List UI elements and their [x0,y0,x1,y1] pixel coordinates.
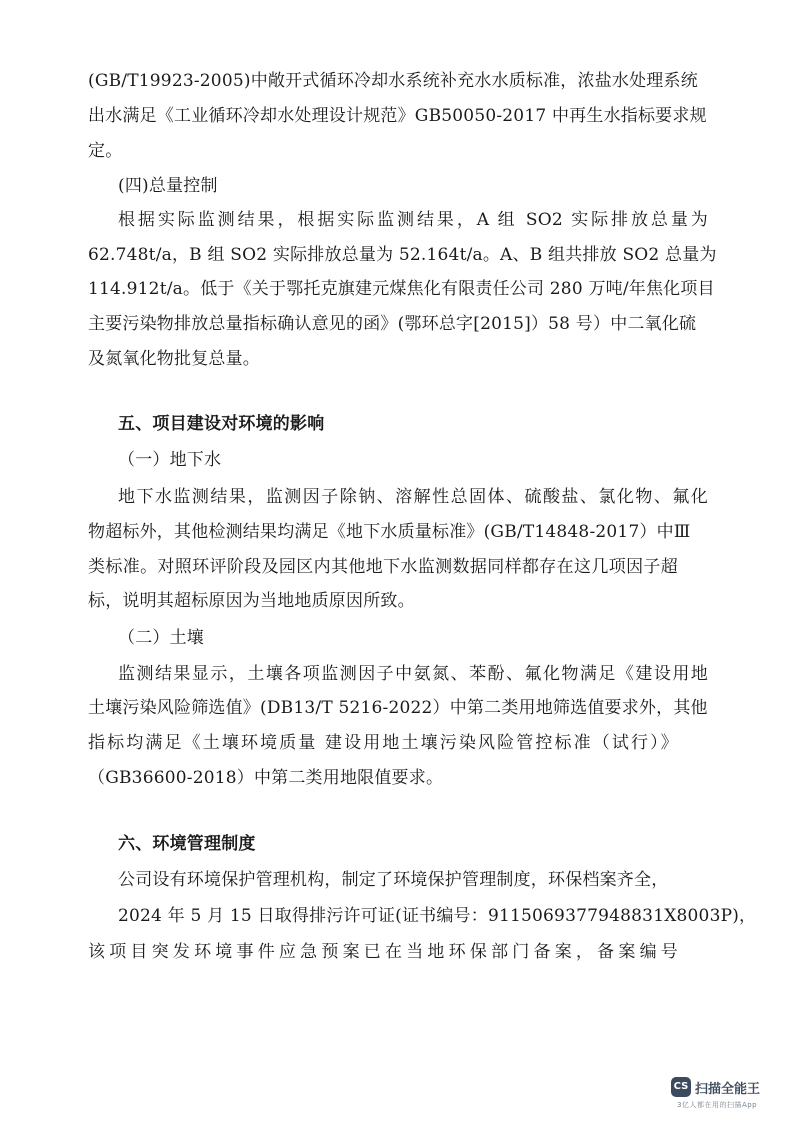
paragraph-line: 类标准。对照环评阶段及园区内其他地下水监测数据同样都存在这几项因子超 [88,557,678,577]
watermark-app-name: 扫描全能王 [695,1082,761,1097]
section-subheading: （二）土壤 [118,628,204,648]
paragraph-line: 监测结果显示，土壤各项监测因子中氨氮、苯酚、氟化物满足《建设用地 [118,664,708,684]
scanner-watermark [671,1073,779,1113]
paragraph-line: 根据实际监测结果，根据实际监测结果，A 组 SO2 实际排放总量为 [118,210,708,230]
paragraph-line: 62.748t/a，B 组 SO2 实际排放总量为 52.164t/a。A、B 组共排放 SO2 总量为 [88,245,717,265]
section-subheading: (四)总量控制 [118,176,218,196]
paragraph-line: 主要污染物排放总量指标确认意见的函》(鄂环总字[2015]）58 号）中二氧化硫 [88,314,697,334]
paragraph-line: (GB/T19923-2005)中敞开式循环冷却水系统补充水水质标准，浓盐水处理系统 [88,71,698,91]
paragraph-line: 及氮氧化物批复总量。 [88,349,260,369]
paragraph-line: 公司设有环境保护管理机构，制定了环境保护管理制度，环保档案齐全， [118,870,669,890]
paragraph-line: 地下水监测结果，监测因子除钠、溶解性总固体、硫酸盐、氯化物、氟化 [118,487,708,507]
paragraph-line: 2024 年 5 月 15 日取得排污许可证(证书编号：9115069377948831X8003P)， [118,906,757,926]
paragraph-line: 标，说明其超标原因为当地地质原因所致。 [88,591,415,611]
paragraph-line: 该项目突发环境事件应急预案已在当地环保部门备案，备案编号 [88,942,678,962]
watermark-tagline: 3亿人都在用的扫描App [677,1101,758,1109]
paragraph-line: 出水满足《工业循环冷却水处理设计规范》GB50050-2017 中再生水指标要求规 [88,106,707,126]
paragraph-line: 物超标外，其他检测结果均满足《地下水质量标准》(GB/T14848-2017）中Ⅲ [88,522,691,542]
section-subheading: （一）地下水 [118,450,222,470]
paragraph-line: （GB36600-2018）中第二类用地限值要求。 [88,768,444,788]
section-heading: 六、环境管理制度 [118,834,256,854]
paragraph-line: 土壤污染风险筛选值》(DB13/T 5216-2022）中第二类用地筛选值要求外，其他 [88,698,708,718]
paragraph-line: 指标均满足《土壤环境质量 建设用地土壤污染风险管控标准（试行）》 [88,733,678,753]
section-heading: 五、项目建设对环境的影响 [118,414,325,434]
camscanner-logo-icon: CS [671,1077,691,1097]
paragraph-line: 定。 [88,141,123,161]
paragraph-line: 114.912t/a。低于《关于鄂托克旗建元煤焦化有限责任公司 280 万吨/年焦化项目 [88,279,715,299]
